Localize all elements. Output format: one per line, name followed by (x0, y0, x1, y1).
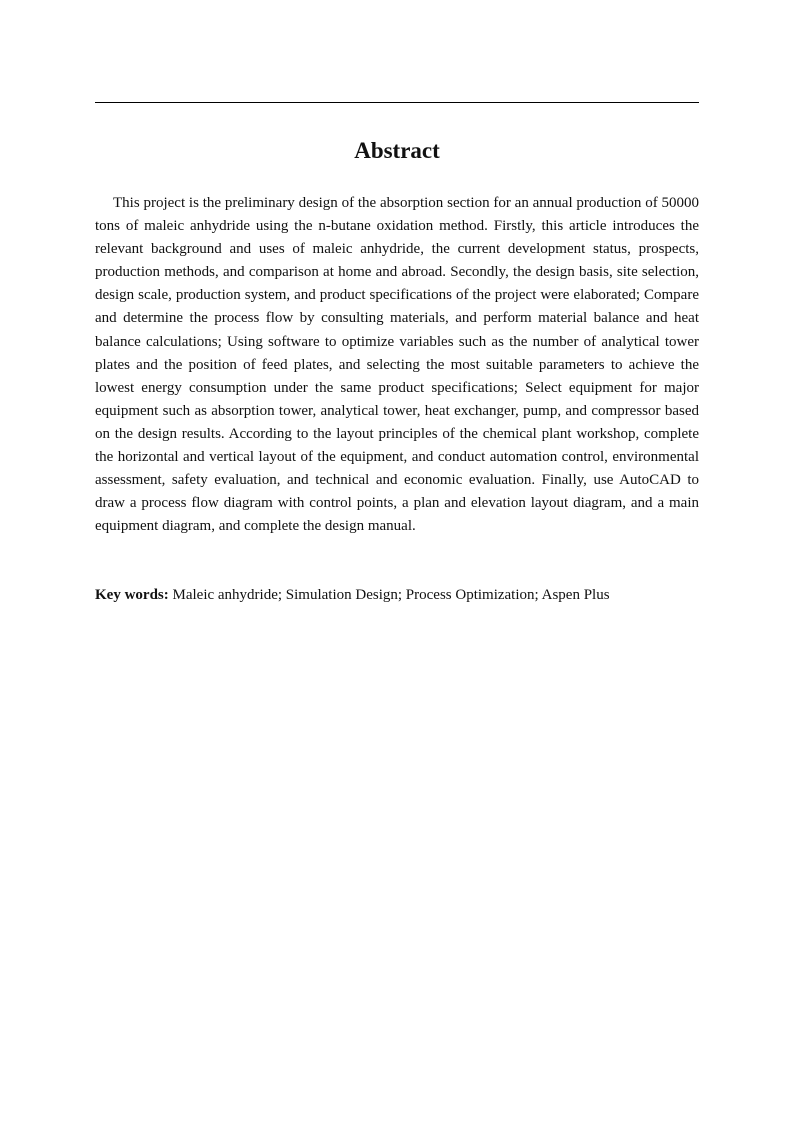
abstract-title: Abstract (354, 138, 440, 163)
abstract-body: This project is the preliminary design of the absorption section for an annual production of 50000 tons of maleic anhydride using the n-butane oxidation method. Firstly, this article introduces the relevant background and uses of maleic anhydride, the current development status, prospects, production methods, and comparison at home and abroad. Secondly, the design basis, site selection, design scale, production system, and product specifications of the project were elaborated; Compare and determine the process flow by consulting materials, and perform material balance and heat balance calculations; Using software to optimize variables such as the number of analytical tower plates and the position of feed plates, and selecting the most suitable parameters to achieve the lowest energy consumption under the same product specifications; Select equipment for major equipment such as absorption tower, analytical tower, heat exchanger, pump, and compressor based on the design results. According to the layout principles of the chemical plant workshop, complete the horizontal and vertical layout of the equipment, and conduct automation control, environmental assessment, safety evaluation, and technical and economic evaluation. Finally, use AutoCAD to draw a process flow diagram with control points, a plan and elevation layout diagram, and a main equipment diagram, and complete the design manual. (95, 195, 699, 535)
keywords-text: Maleic anhydride; Simulation Design; Process Optimization; Aspen Plus (168, 587, 610, 603)
header-rule (95, 102, 699, 103)
keywords-label: Key words: (95, 587, 169, 603)
keywords-line (95, 584, 699, 607)
